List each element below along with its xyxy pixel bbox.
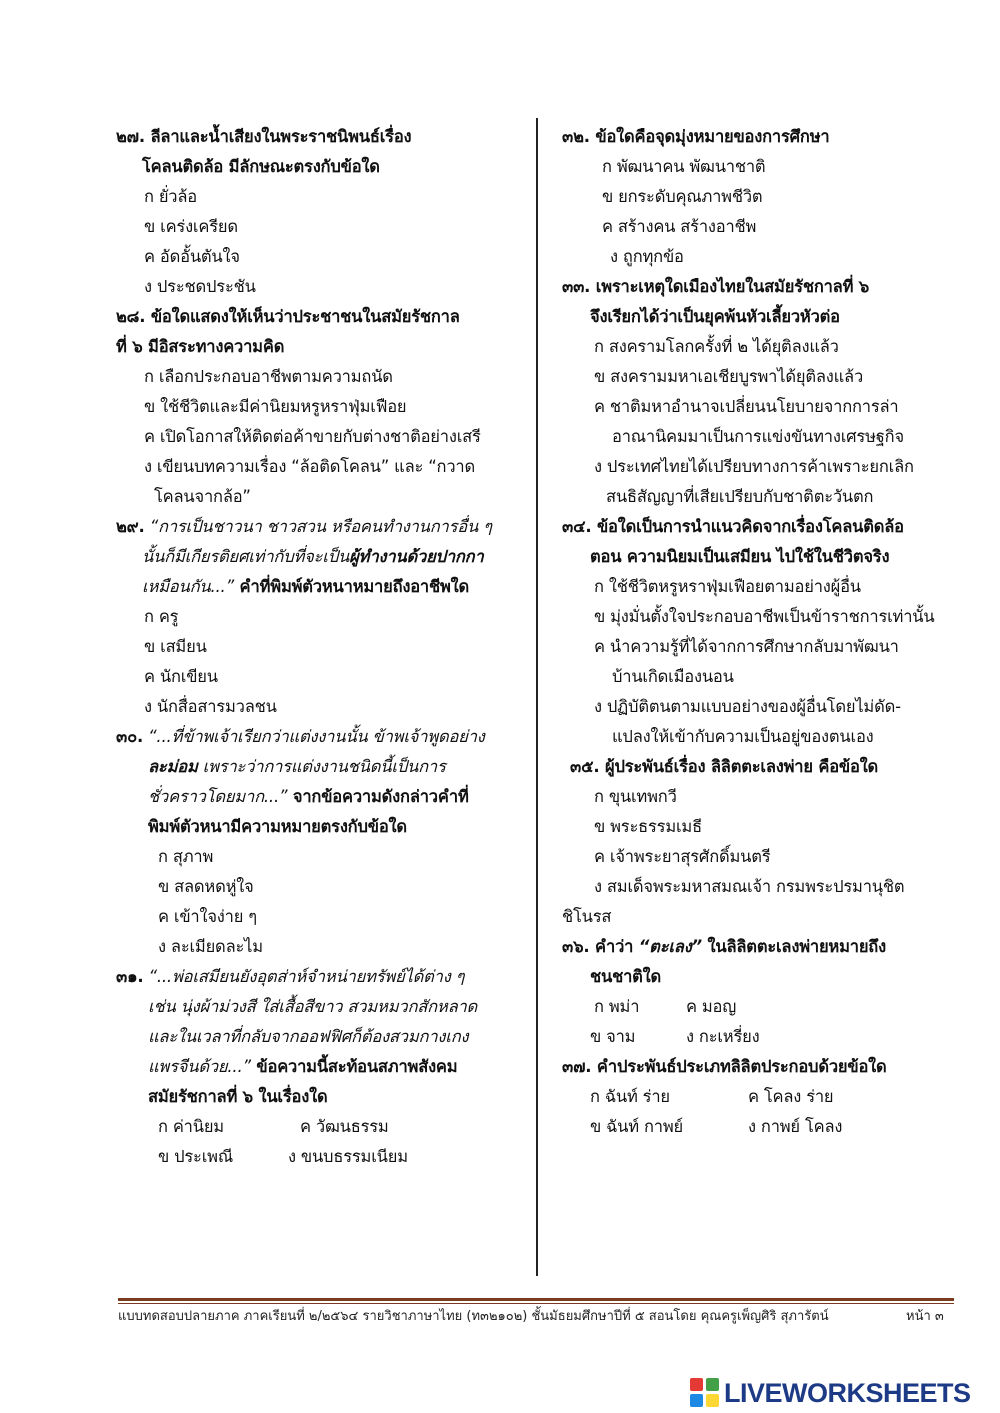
option-36-c[interactable]: ค มอญ [686,997,737,1016]
option-34-d-cont: แปลงให้เข้ากับความเป็นอยู่ของตนเอง [612,727,874,746]
option-29-b[interactable]: ข เสมียน [144,637,207,656]
option-29-c[interactable]: ค นักเขียน [144,667,218,686]
option-34-c-cont: บ้านเกิดเมืองนอน [612,667,734,686]
option-28-d[interactable]: ง เขียนบทความเรื่อง “ล้อติดโคลน” และ “กวาด [144,457,475,476]
question-33: ๓๓. เพราะเหตุใดเมืองไทยในสมัยรัชกาลที่ ๖ [562,277,870,296]
footer-rule [118,1298,954,1301]
option-28-a[interactable]: ก เลือกประกอบอาชีพตามความถนัด [144,367,393,386]
question-30-line2: ละม่อม เพราะว่าการแต่งงานชนิดนี้เป็นการ [148,757,446,776]
question-27: ๒๗. ลีลาและน้ำเสียงในพระราชนิพนธ์เรื่อง [116,127,412,146]
option-32-c[interactable]: ค สร้างคน สร้างอาชีพ [602,217,757,236]
question-34-cont: ตอน ความนิยมเป็นเสมียน ไปใช้ในชีวิตจริง [590,547,890,566]
liveworksheets-logo [690,1376,971,1410]
option-34-a[interactable]: ก ใช้ชีวิตหรูหราฟุ่มเฟือยตามอย่างผู้อื่น [594,577,861,596]
option-33-c-cont: อาณานิคมมาเป็นการแข่งขันทางเศรษฐกิจ [612,427,904,446]
option-37-a[interactable]: ก ฉันท์ ร่าย [590,1087,670,1106]
question-29-line3: เหมือนกัน...” คำที่พิมพ์ตัวหนาหมายถึงอาชีพใด [142,577,470,596]
question-35: ๓๕. ผู้ประพันธ์เรื่อง ลิลิตตะเลงพ่าย คือข้อใด [570,757,879,776]
question-30-line3: ชั่วคราวโดยมาก...” จากข้อความดังกล่าวคำที่ [148,787,469,806]
option-27-b[interactable]: ข เคร่งเครียด [144,217,238,236]
option-33-b[interactable]: ข สงครามมหาเอเชียบูรพาได้ยุติลงแล้ว [594,367,864,386]
option-31-c[interactable]: ค วัฒนธรรม [300,1117,389,1136]
option-30-b[interactable]: ข สลดหดหู่ใจ [158,877,254,896]
option-34-d[interactable]: ง ปฏิบัติตนตามแบบอย่างของผู้อื่นโดยไม่ดัด- [594,697,901,716]
question-36: ๓๖. คำว่า “ตะเลง” ในลิลิตตะเลงพ่ายหมายถึง [562,937,886,956]
question-37: ๓๗. คำประพันธ์ประเภทลิลิตประกอบด้วยข้อใด [562,1057,887,1076]
question-31-quote: “...พ่อเสมียนยังอุตส่าห์จำหน่ายทรัพย์ได้ต่าง ๆ [148,967,465,986]
option-28-d-cont: โคลนจากล้อ” [154,487,251,506]
question-31 [116,966,464,988]
liveworksheets-icon [690,1378,720,1408]
question-30-line4: พิมพ์ตัวหนามีความหมายตรงกับข้อใด [148,817,407,836]
option-31-a[interactable]: ก ค่านิยม [158,1117,224,1136]
question-27-cont: โคลนติดล้อ มีลักษณะตรงกับข้อใด [142,157,380,176]
question-29 [116,516,492,538]
option-30-d[interactable]: ง ละเมียดละไม [158,937,263,956]
option-28-b[interactable]: ข ใช้ชีวิตและมีค่านิยมหรูหราฟุ่มเฟือย [144,397,407,416]
question-29-line2: นั้นก็มีเกียรติยศเท่ากับที่จะเป็นผู้ทำงานด้วยปากกา [142,547,484,566]
question-30 [116,726,485,748]
question-28: ๒๘. ข้อใดแสดงให้เห็นว่าประชาชนในสมัยรัชกาล [116,307,460,326]
brand-name: LIVEWORKSHEETS [724,1377,971,1408]
option-31-d[interactable]: ง ขนบธรรมเนียม [288,1147,408,1166]
option-33-d[interactable]: ง ประเทศไทยได้เปรียบทางการค้าเพราะยกเลิก [594,457,914,476]
option-27-c[interactable]: ค อัดอั้นตันใจ [144,247,240,266]
option-36-a[interactable]: ก พม่า [594,997,640,1016]
question-34: ๓๔. ข้อใดเป็นการนำแนวคิดจากเรื่องโคลนติดล้อ [562,517,904,536]
option-37-d[interactable]: ง กาพย์ โคลง [748,1117,843,1136]
question-31-line4: แพรจีนด้วย...” ข้อความนี้สะท้อนสภาพสังคม [148,1057,458,1076]
option-35-a[interactable]: ก ขุนเทพกวี [594,787,677,806]
question-30-number: ๓๐. [116,727,144,746]
question-31-line5: สมัยรัชกาลที่ ๖ ในเรื่องใด [148,1087,328,1106]
option-27-d[interactable]: ง ประชดประชัน [144,277,256,296]
footer-text: แบบทดสอบปลายภาค ภาคเรียนที่ ๒/๒๕๖๔ รายวิชาภาษาไทย (ท๓๒๑๐๒) ชั้นมัธยมศึกษาปีที่ ๕ สอนโดย คุณครูเพ็ญศิริ สุภารัตน์ [118,1309,829,1324]
bold-term: ผู้ทำงานด้วยปากกา [349,547,484,566]
option-36-d[interactable]: ง กะเหรี่ยง [686,1027,760,1046]
option-35-d[interactable]: ง สมเด็จพระมหาสมณเจ้า กรมพระปรมานุชิต [594,877,905,896]
option-34-c[interactable]: ค นำความรู้ที่ได้จากการศึกษากลับมาพัฒนา [594,637,899,656]
option-33-c[interactable]: ค ชาติมหาอำนาจเปลี่ยนนโยบายจากการล่า [594,397,899,416]
question-32: ๓๒. ข้อใดคือจุดมุ่งหมายของการศึกษา [562,127,830,146]
question-29-number: ๒๙. [116,517,145,536]
option-31-b[interactable]: ข ประเพณี [158,1147,233,1166]
option-35-b[interactable]: ข พระธรรมเมธี [594,817,702,836]
question-31-line3: และในเวลาที่กลับจากออฟฟิศก็ต้องสวมกางเกง [148,1027,469,1046]
option-32-b[interactable]: ข ยกระดับคุณภาพชีวิต [602,187,763,206]
option-34-b[interactable]: ข มุ่งมั่นตั้งใจประกอบอาชีพเป็นข้าราชการเท่านั้น [594,607,935,626]
option-32-a[interactable]: ก พัฒนาคน พัฒนาชาติ [602,157,766,176]
question-31-line2: เช่น นุ่งผ้าม่วงสี ใส่เสื้อสีขาว สวมหมวกสักหลาด [148,997,478,1016]
bold-term: ละม่อม [148,757,198,776]
question-31-number: ๓๑. [116,967,144,986]
question-30-quote: “...ที่ข้าพเจ้าเรียกว่าแต่งงานนั้น ข้าพเจ้าพูดอย่าง [148,727,485,746]
option-28-c[interactable]: ค เปิดโอกาสให้ติดต่อค้าขายกับต่างชาติอย่างเสรี [144,427,481,446]
column-divider [536,118,538,1276]
quoted-term: “ตะเลง” [638,937,702,956]
option-35-d-cont: ชิโนรส [562,907,612,926]
page-number: หน้า ๓ [906,1309,944,1324]
option-27-a[interactable]: ก ยั่วล้อ [144,187,197,206]
question-29-quote: “การเป็นชาวนา ชาวสวน หรือคนทำงานการอื่น ๆ [149,517,492,536]
option-30-c[interactable]: ค เข้าใจง่าย ๆ [158,907,257,926]
question-36-cont: ชนชาติใด [590,967,662,986]
option-37-b[interactable]: ข ฉันท์ กาพย์ [590,1117,683,1136]
option-33-a[interactable]: ก สงครามโลกครั้งที่ ๒ ได้ยุติลงแล้ว [594,337,839,356]
option-33-d-cont: สนธิสัญญาที่เสียเปรียบกับชาติตะวันตก [606,487,874,506]
option-30-a[interactable]: ก สุภาพ [158,847,214,866]
option-36-b[interactable]: ข จาม [590,1027,636,1046]
question-28-cont: ที่ ๖ มีอิสระทางความคิด [116,337,285,356]
option-29-a[interactable]: ก ครู [144,607,179,626]
footer-rule-thin [118,1303,954,1304]
option-32-d[interactable]: ง ถูกทุกข้อ [610,247,684,266]
option-29-d[interactable]: ง นักสื่อสารมวลชน [144,697,277,716]
option-37-c[interactable]: ค โคลง ร่าย [748,1087,834,1106]
option-35-c[interactable]: ค เจ้าพระยาสุรศักดิ์มนตรี [594,847,771,866]
question-33-cont: จึงเรียกได้ว่าเป็นยุคพ้นหัวเลี้ยวหัวต่อ [590,307,840,326]
